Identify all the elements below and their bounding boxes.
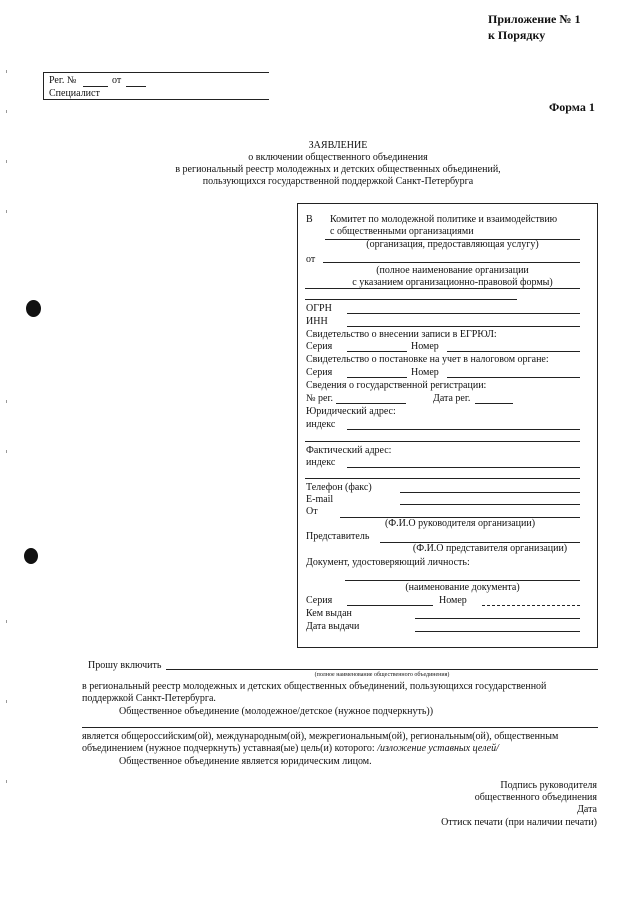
actual-index-label: индекс <box>306 457 336 468</box>
egrul-series-label: Серия <box>306 341 333 352</box>
scan-speck <box>6 110 7 113</box>
statutory-goals-placeholder: /изложение уставных целей/ <box>377 743 499 754</box>
doc-series-label: Серия <box>306 595 333 606</box>
scan-speck <box>6 450 7 453</box>
org-name-field[interactable] <box>323 262 580 263</box>
id-document-field[interactable] <box>345 580 580 581</box>
reg-date-value-field[interactable] <box>475 403 513 404</box>
doc-number-field[interactable] <box>482 605 580 606</box>
scan-speck <box>6 620 7 623</box>
request-caption: (полное наименование общественного объединения) <box>314 672 450 678</box>
issued-by-label: Кем выдан <box>306 608 352 619</box>
egrul-label: Свидетельство о внесении записи в ЕГРЮЛ: <box>306 329 497 340</box>
paragraph-2-line-2 <box>82 743 499 755</box>
phone-field[interactable] <box>400 492 580 493</box>
paragraph-1-line-2: поддержкой Санкт-Петербурга. <box>82 693 216 704</box>
association-type-field[interactable] <box>82 727 598 728</box>
committee-line-1: Комитет по молодежной политике и взаимодействию <box>330 214 558 225</box>
scan-speck <box>6 780 7 783</box>
paragraph-1-line-1: в региональный реестр молодежных и детских общественных объединений, пользующихся государственной <box>82 681 547 692</box>
representative-label: Представитель <box>306 531 370 542</box>
state-reg-label: Сведения о государственной регистрации: <box>306 380 487 391</box>
document-heading: ЗАЯВЛЕНИЕ <box>308 140 368 151</box>
issue-date-label: Дата выдачи <box>306 621 360 632</box>
legal-address-field[interactable] <box>305 441 580 442</box>
phone-label: Телефон (факс) <box>306 482 372 493</box>
org-caption-1: (полное наименование организации <box>376 265 529 276</box>
scan-speck <box>6 70 7 73</box>
paragraph-2-line-1: является общероссийским(ой), международным(ой), межрегиональным(ой), региональным(ой), общественным <box>82 731 559 742</box>
reg-top-line <box>43 72 269 73</box>
org-caption-2: с указанием организационно-правовой формы) <box>352 277 553 288</box>
title-line-1: о включении общественного объединения <box>248 152 428 163</box>
specialist-label: Специалист <box>49 88 100 99</box>
reg-no-label: № рег. <box>306 393 333 404</box>
stamp-label: Оттиск печати (при наличии печати) <box>441 817 597 828</box>
actual-address-field[interactable] <box>305 478 580 479</box>
signature-association-label: общественного объединения <box>474 792 597 803</box>
to-prefix: В <box>306 214 313 225</box>
head-caption: (Ф.И.О руководителя организации) <box>384 518 536 529</box>
egrul-series-field[interactable] <box>347 351 407 352</box>
order-label: к Порядку <box>488 28 546 42</box>
legal-index-label: индекс <box>306 419 336 430</box>
doc-number-label: Номер <box>439 595 467 606</box>
paragraph-2-text: объединением (нужное подчеркнуть) уставная(ые) цель(и) которого: <box>82 743 375 754</box>
punch-hole-top <box>26 300 41 317</box>
reg-left-line <box>43 72 44 99</box>
from-label: от <box>306 254 316 265</box>
reg-no-field[interactable] <box>336 403 406 404</box>
association-name-field[interactable] <box>166 669 598 670</box>
email-label: E-mail <box>306 494 334 505</box>
scan-speck <box>6 160 7 163</box>
egrul-number-label: Номер <box>411 341 439 352</box>
org-name-field-2[interactable] <box>305 288 580 289</box>
org-name-field-3[interactable] <box>305 299 517 300</box>
id-document-label: Документ, удостоверяющий личность: <box>306 557 470 568</box>
scan-speck <box>6 700 7 703</box>
title-line-2: в региональный реестр молодежных и детских общественных объединений, <box>175 164 501 175</box>
legal-entity-statement: Общественное объединение является юридическим лицом. <box>119 756 372 767</box>
association-type-label: Общественное объединение (молодежное/детское (нужное подчеркнуть)) <box>119 706 434 717</box>
email-field[interactable] <box>400 504 580 505</box>
ogrn-field[interactable] <box>347 313 580 314</box>
head-from-label: От <box>306 506 318 517</box>
tax-number-field[interactable] <box>447 377 580 378</box>
request-label: Прошу включить <box>88 660 162 671</box>
tax-label: Свидетельство о постановке на учет в налоговом органе: <box>306 354 549 365</box>
form-label: Форма 1 <box>549 100 595 114</box>
legal-address-label: Юридический адрес: <box>306 406 396 417</box>
actual-index-field[interactable] <box>347 467 580 468</box>
doc-series-field[interactable] <box>347 605 433 606</box>
tax-series-label: Серия <box>306 367 333 378</box>
inn-field[interactable] <box>347 326 580 327</box>
issued-by-field[interactable] <box>415 618 580 619</box>
reg-from-label: от <box>112 75 122 86</box>
legal-index-field[interactable] <box>347 429 580 430</box>
reg-date-field[interactable] <box>126 86 146 87</box>
title-line-3: пользующихся государственной поддержкой Санкт-Петербурга <box>202 176 474 187</box>
representative-caption: (Ф.И.О представителя организации) <box>412 543 568 554</box>
tax-series-field[interactable] <box>347 377 407 378</box>
signature-head-label: Подпись руководителя <box>500 780 597 791</box>
committee-line-2: с общественными организациями <box>330 226 474 237</box>
scan-speck <box>6 400 7 403</box>
inn-label: ИНН <box>306 316 328 327</box>
issue-date-field[interactable] <box>415 631 580 632</box>
signature-date-label: Дата <box>577 804 597 815</box>
reg-number-field[interactable] <box>83 86 108 87</box>
tax-number-label: Номер <box>411 367 439 378</box>
egrul-number-field[interactable] <box>447 351 580 352</box>
appendix-label: Приложение № 1 <box>488 12 581 26</box>
punch-hole-bottom <box>24 548 38 564</box>
document-caption: (наименование документа) <box>405 582 520 593</box>
ogrn-label: ОГРН <box>306 303 332 314</box>
committee-caption: (организация, предоставляющая услугу) <box>366 239 539 250</box>
reg-date-label: Дата рег. <box>433 393 471 404</box>
actual-address-label: Фактический адрес: <box>306 445 392 456</box>
reg-bottom-line <box>43 99 269 100</box>
reg-number-label: Рег. № <box>49 75 77 86</box>
scan-speck <box>6 210 7 213</box>
